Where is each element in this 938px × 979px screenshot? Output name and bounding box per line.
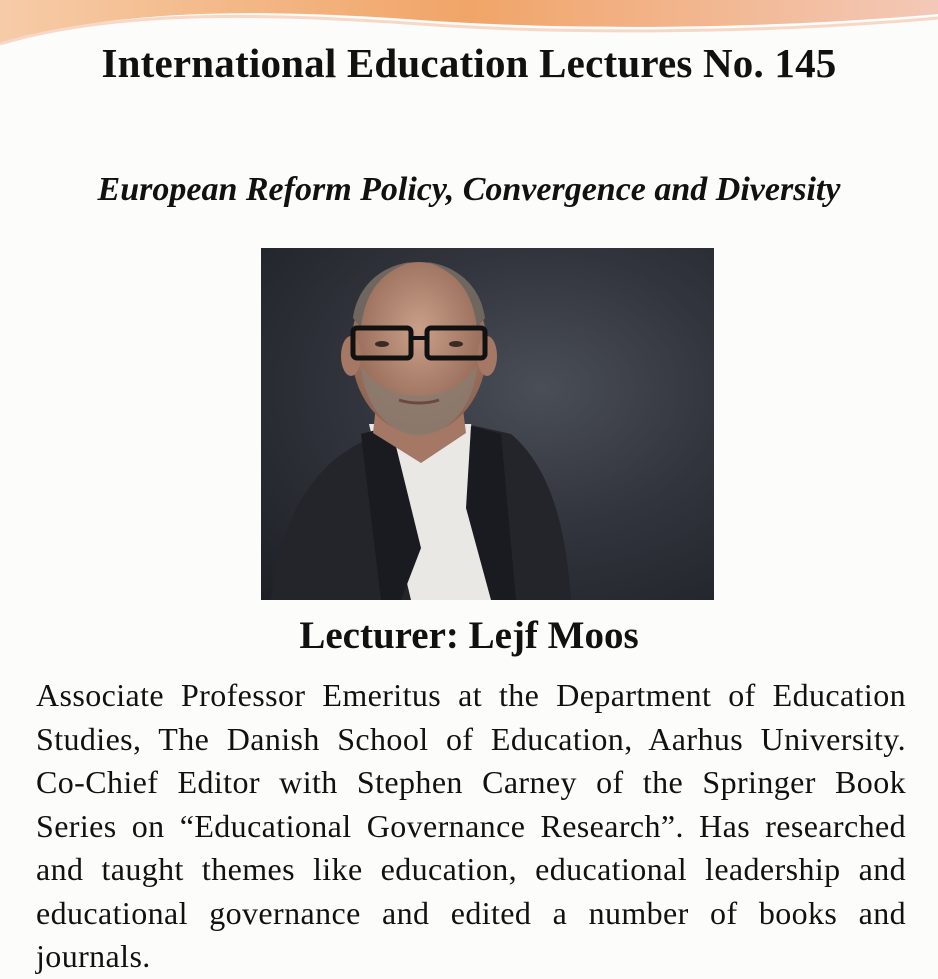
portrait-illustration xyxy=(261,248,714,600)
lecturer-portrait xyxy=(261,248,714,600)
lecturer-name-heading: Lecturer: Lejf Moos xyxy=(299,614,639,657)
lecture-series-title: International Education Lectures No. 145 xyxy=(101,40,837,86)
lecture-topic-title: European Reform Policy, Convergence and Diversity xyxy=(97,171,841,208)
lecturer-biography: Associate Professor Emeritus at the Department of Education Studies, The Danish School of Education, Aarhus University. Co-Chief Editor with Stephen Carney of the Springer Book Series on “Educational Governance Research”. Has researched and taught themes like education, educational leadership and educational governance and edited a number of books and journals. xyxy=(36,677,906,974)
